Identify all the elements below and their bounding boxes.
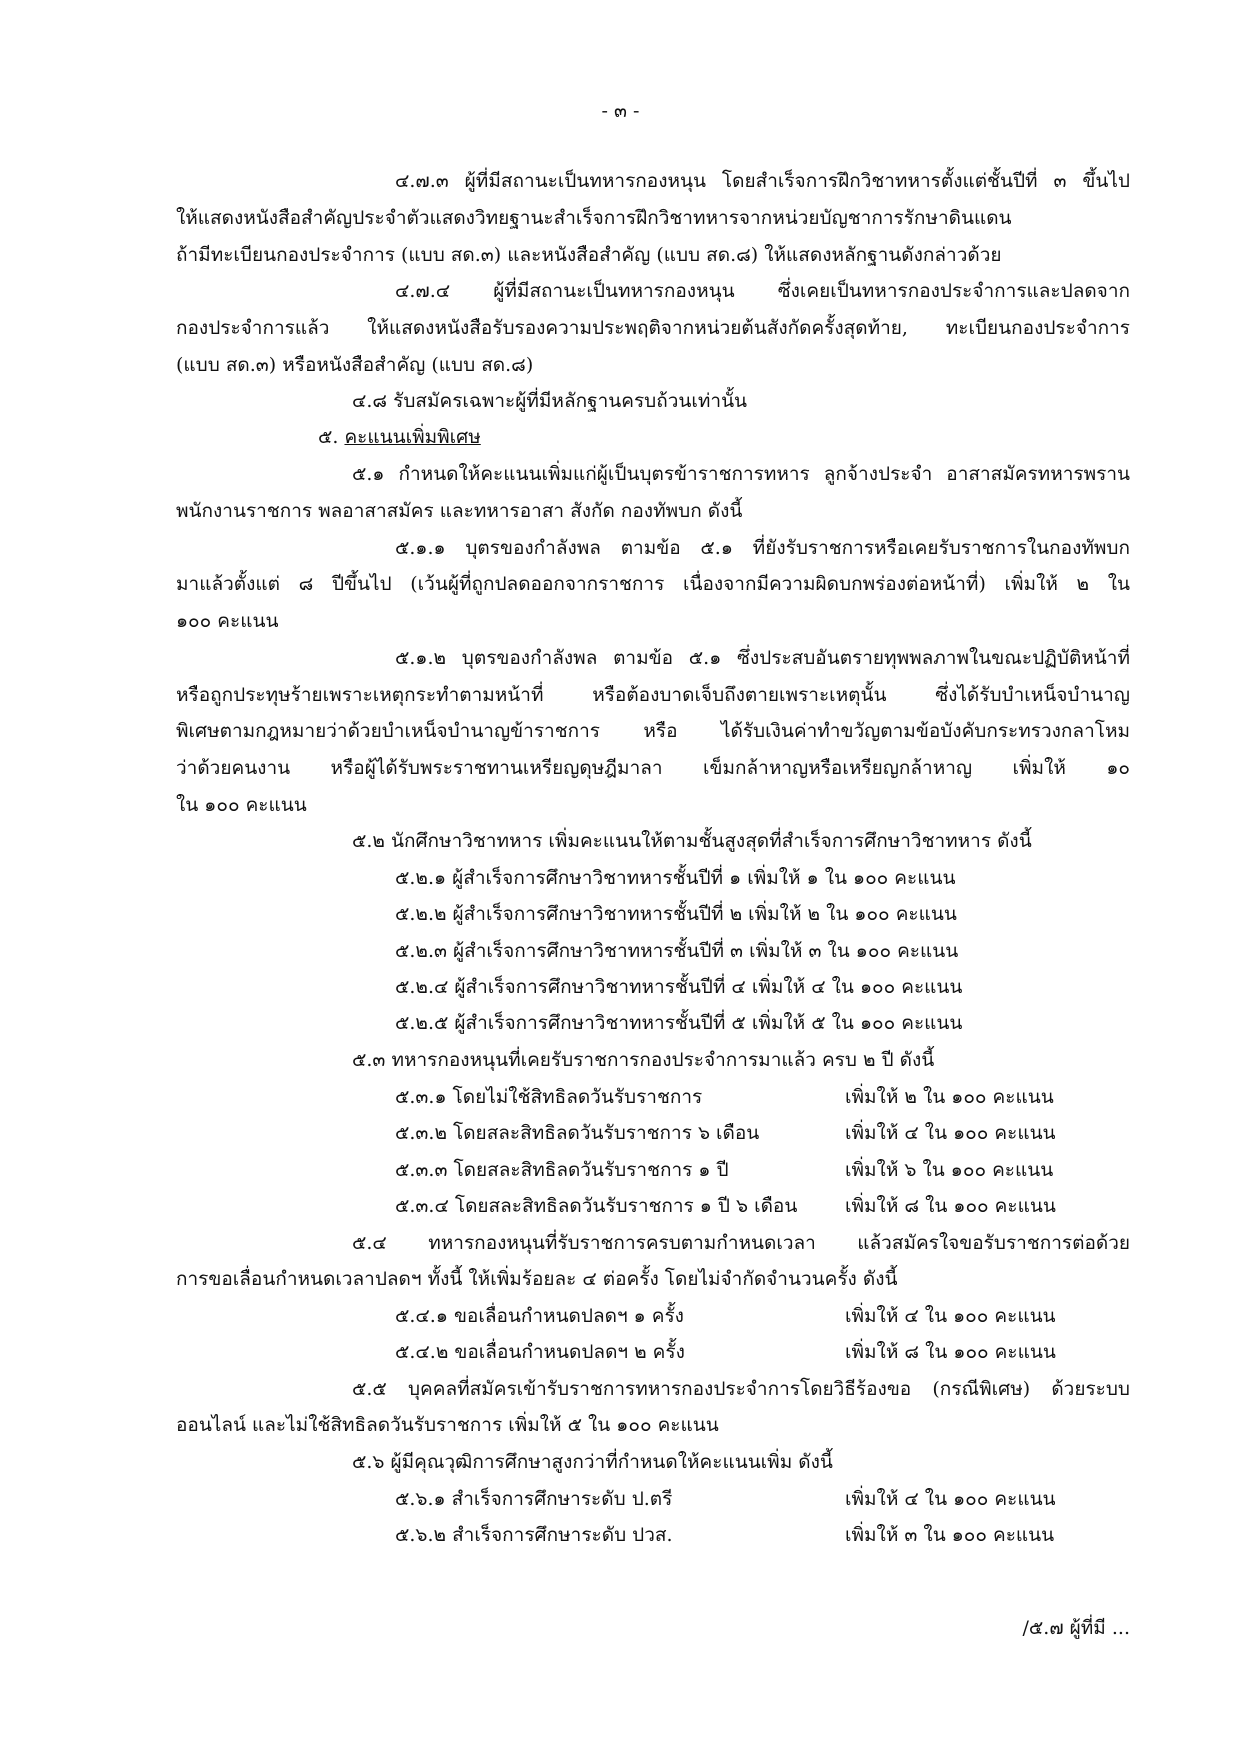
- para-4-8: ๔.๘ รับสมัครเฉพาะผู้ที่มีหลักฐานครบถ้วนเท่านั้น: [352, 390, 748, 412]
- para-5-1-2-line-2: หรือถูกประทุษร้ายเพราะเหตุกระทำตามหน้าที่ หรือต้องบาดเจ็บถึงตายเพราะเหตุนั้น ซึ่งได้รับบำเหน็จบำนาญ: [176, 684, 1130, 706]
- para-4-7-4-line-3: (แบบ สด.๓) หรือหนังสือสำคัญ (แบบ สด.๘): [176, 354, 534, 376]
- para-5-5-line-1: ๕.๕ บุคคลที่สมัครเข้ารับราชการทหารกองประจำการโดยวิธีร้องขอ (กรณีพิเศษ) ด้วยระบบ: [352, 1378, 1130, 1400]
- para-5-1-1-line-1: ๕.๑.๑ บุตรของกำลังพล ตามข้อ ๕.๑ ที่ยังรับราชการหรือเคยรับราชการในกองทัพบก: [395, 537, 1130, 559]
- item-5-2-1: ๕.๒.๑ ผู้สำเร็จการศึกษาวิชาทหารชั้นปีที่ ๑ เพิ่มให้ ๑ ใน ๑๐๐ คะแนน: [395, 867, 956, 889]
- item-5-3-4: [395, 1191, 1130, 1221]
- item-5-3-3: [395, 1155, 1130, 1185]
- item-label: ๕.๓.๑ โดยไม่ใช้สิทธิลดวันรับราชการ: [395, 1086, 703, 1108]
- page-number: - ๓ -: [601, 100, 640, 122]
- para-5-1-line-1: ๕.๑ กำหนดให้คะแนนเพิ่มแก่ผู้เป็นบุตรข้าราชการทหาร ลูกจ้างประจำ อาสาสมัครทหารพราน: [352, 463, 1130, 485]
- item-value: เพิ่มให้ ๖ ใน ๑๐๐ คะแนน: [845, 1159, 1054, 1181]
- para-5-1-2-line-4: ว่าด้วยคนงาน หรือผู้ได้รับพระราชทานเหรียญดุษฎีมาลา เข็มกล้าหาญหรือเหรียญกล้าหาญ เพิ่มให้ ๑๐: [176, 757, 1130, 779]
- para-5-5-line-2: ออนไลน์ และไม่ใช้สิทธิลดวันรับราชการ เพิ่มให้ ๕ ใน ๑๐๐ คะแนน: [176, 1414, 719, 1436]
- item-5-6-2: [395, 1520, 1130, 1550]
- para-5-1-2-line-1: ๕.๑.๒ บุตรของกำลังพล ตามข้อ ๕.๑ ซึ่งประสบอันตรายทุพพลภาพในขณะปฏิบัติหน้าที่: [395, 647, 1130, 669]
- item-label: ๕.๓.๒ โดยสละสิทธิลดวันรับราชการ ๖ เดือน: [395, 1122, 760, 1144]
- item-value: เพิ่มให้ ๓ ใน ๑๐๐ คะแนน: [845, 1524, 1055, 1546]
- para-4-7-4-line-1: ๔.๗.๔ ผู้ที่มีสถานะเป็นทหารกองหนุน ซึ่งเคยเป็นทหารกองประจำการและปลดจาก: [395, 280, 1130, 302]
- section-5-number: ๕.: [318, 426, 339, 448]
- item-5-6-1: [395, 1484, 1130, 1514]
- section-5-heading: [318, 422, 718, 452]
- continuation-note: /๕.๗ ผู้ที่มี ...: [1022, 1617, 1130, 1639]
- item-5-3-2: [395, 1118, 1130, 1148]
- para-5-2: ๕.๒ นักศึกษาวิชาทหาร เพิ่มคะแนนให้ตามชั้นสูงสุดที่สำเร็จการศึกษาวิชาทหาร ดังนี้: [352, 830, 1032, 852]
- item-5-2-5: ๕.๒.๕ ผู้สำเร็จการศึกษาวิชาทหารชั้นปีที่ ๕ เพิ่มให้ ๕ ใน ๑๐๐ คะแนน: [395, 1012, 963, 1034]
- para-5-6: ๕.๖ ผู้มีคุณวุฒิการศึกษาสูงกว่าที่กำหนดให้คะแนนเพิ่ม ดังนี้: [352, 1451, 833, 1473]
- item-value: เพิ่มให้ ๔ ใน ๑๐๐ คะแนน: [845, 1122, 1056, 1144]
- item-label: ๕.๔.๒ ขอเลื่อนกำหนดปลดฯ ๒ ครั้ง: [395, 1341, 685, 1363]
- item-5-2-2: ๕.๒.๒ ผู้สำเร็จการศึกษาวิชาทหารชั้นปีที่ ๒ เพิ่มให้ ๒ ใน ๑๐๐ คะแนน: [395, 903, 957, 925]
- section-5-title: คะแนนเพิ่มพิเศษ: [344, 426, 481, 448]
- item-5-4-2: [395, 1337, 1130, 1367]
- item-label: ๕.๓.๓ โดยสละสิทธิลดวันรับราชการ ๑ ปี: [395, 1159, 729, 1181]
- item-value: เพิ่มให้ ๘ ใน ๑๐๐ คะแนน: [845, 1195, 1056, 1217]
- para-4-7-4-line-2: กองประจำการแล้ว ให้แสดงหนังสือรับรองความประพฤติจากหน่วยต้นสังกัดครั้งสุดท้าย, ทะเบียนกองประจำการ: [176, 317, 1130, 339]
- item-label: ๕.๖.๑ สำเร็จการศึกษาระดับ ป.ตรี: [395, 1488, 673, 1510]
- item-label: ๕.๖.๒ สำเร็จการศึกษาระดับ ปวส.: [395, 1524, 673, 1546]
- para-5-4-line-1: ๕.๔ ทหารกองหนุนที่รับราชการครบตามกำหนดเวลา แล้วสมัครใจขอรับราชการต่อด้วย: [352, 1232, 1130, 1254]
- item-5-2-3: ๕.๒.๓ ผู้สำเร็จการศึกษาวิชาทหารชั้นปีที่ ๓ เพิ่มให้ ๓ ใน ๑๐๐ คะแนน: [395, 940, 959, 962]
- item-5-4-1: [395, 1301, 1130, 1331]
- para-5-1-2-line-3: พิเศษตามกฎหมายว่าด้วยบำเหน็จบำนาญข้าราชการ หรือ ได้รับเงินค่าทำขวัญตามข้อบังคับกระทรวงกลาโหม: [176, 720, 1130, 742]
- para-5-1-1-line-2: มาแล้วตั้งแต่ ๘ ปีขึ้นไป (เว้นผู้ที่ถูกปลดออกจากราชการ เนื่องจากมีความผิดบกพร่องต่อหน้าที่) เพิ่มให้ ๒ ใน: [176, 573, 1130, 595]
- para-5-1-line-2: พนักงานราชการ พลอาสาสมัคร และทหารอาสา สังกัด กองทัพบก ดังนี้: [176, 500, 743, 522]
- item-value: เพิ่มให้ ๔ ใน ๑๐๐ คะแนน: [845, 1305, 1056, 1327]
- item-value: เพิ่มให้ ๔ ใน ๑๐๐ คะแนน: [845, 1488, 1056, 1510]
- para-5-3: ๕.๓ ทหารกองหนุนที่เคยรับราชการกองประจำการมาแล้ว ครบ ๒ ปี ดังนี้: [352, 1049, 935, 1071]
- item-label: ๕.๓.๔ โดยสละสิทธิลดวันรับราชการ ๑ ปี ๖ เดือน: [395, 1195, 798, 1217]
- item-label: ๕.๔.๑ ขอเลื่อนกำหนดปลดฯ ๑ ครั้ง: [395, 1305, 684, 1327]
- para-5-1-2-line-5: ใน ๑๐๐ คะแนน: [176, 794, 307, 816]
- item-value: เพิ่มให้ ๒ ใน ๑๐๐ คะแนน: [845, 1086, 1054, 1108]
- item-5-3-1: [395, 1082, 1130, 1112]
- para-5-4-line-2: การขอเลื่อนกำหนดเวลาปลดฯ ทั้งนี้ ให้เพิ่มร้อยละ ๔ ต่อครั้ง โดยไม่จำกัดจำนวนครั้ง ดังนี้: [176, 1268, 898, 1290]
- para-4-7-3-line-1: ๔.๗.๓ ผู้ที่มีสถานะเป็นทหารกองหนุน โดยสำเร็จการฝึกวิชาทหารตั้งแต่ชั้นปีที่ ๓ ขึ้นไป: [395, 170, 1130, 192]
- para-4-7-3-line-3: ถ้ามีทะเบียนกองประจำการ (แบบ สด.๓) และหนังสือสำคัญ (แบบ สด.๘) ให้แสดงหลักฐานดังกล่าวด้วย: [176, 244, 1002, 266]
- item-5-2-4: ๕.๒.๔ ผู้สำเร็จการศึกษาวิชาทหารชั้นปีที่ ๔ เพิ่มให้ ๔ ใน ๑๐๐ คะแนน: [395, 976, 963, 998]
- item-value: เพิ่มให้ ๘ ใน ๑๐๐ คะแนน: [845, 1341, 1056, 1363]
- para-4-7-3-line-2: ให้แสดงหนังสือสำคัญประจำตัวแสดงวิทยฐานะสำเร็จการฝึกวิชาทหารจากหน่วยบัญชาการรักษาดินแดน: [176, 207, 1012, 229]
- para-5-1-1-line-3: ๑๐๐ คะแนน: [176, 610, 279, 632]
